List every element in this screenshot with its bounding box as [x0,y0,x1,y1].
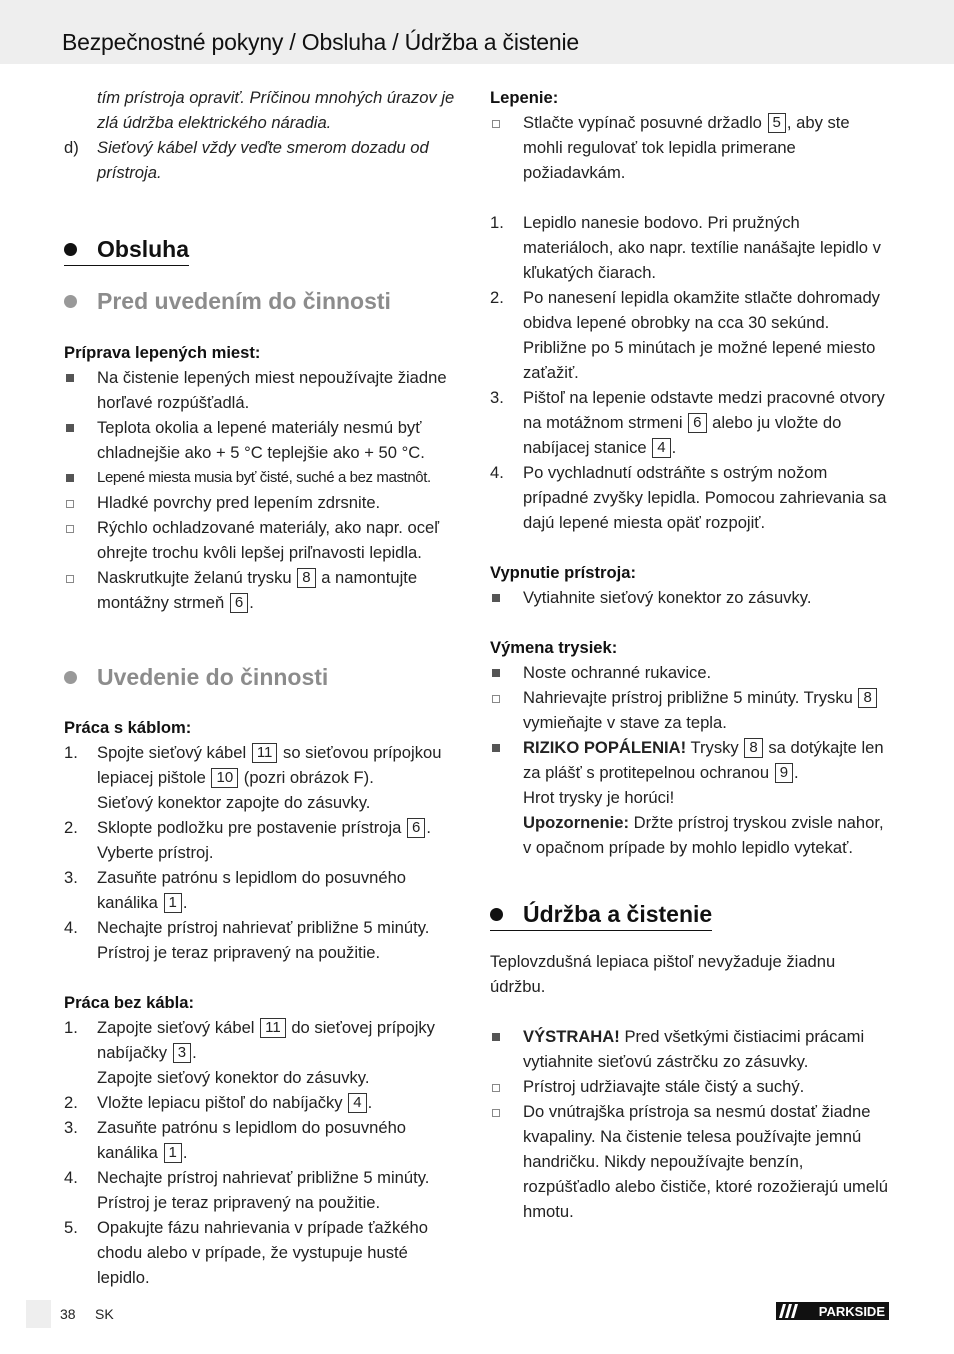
list-item: 2. Sklopte podložku pre postavenie prístroja 6 . Vyberte prístroj. [64,818,431,862]
section-heading-uvedenie: Uvedenie do činnosti [64,663,464,691]
warning-label: RIZIKO POPÁLENIA! [523,738,687,757]
part-ref: 8 [297,568,315,588]
part-ref: 4 [652,438,670,458]
part-ref: 11 [252,743,278,763]
list-item: Na čistenie lepených miest nepoužívajte žiadne horľavé rozpúšťadlá. [64,365,464,415]
part-ref: 8 [858,688,876,708]
warning-label: VÝSTRAHA! [523,1027,620,1046]
list-item: 4. Nechajte prístroj nahrievať približne 5 minúty. Prístroj je teraz pripravený na použitie. [64,1168,430,1212]
bullet-dot-icon [64,671,77,684]
part-ref: 9 [775,763,793,783]
subheading-lepenie: Lepenie: [490,88,559,107]
list-item: 3. Zasuňte patrónu s lepidlom do posuvného kanálika 1 . [64,868,407,912]
left-column [64,85,464,1290]
part-ref: 6 [407,818,425,838]
subheading-praca-bez-kabla: Práca bez kábla: [64,993,195,1012]
list-item: Stlačte vypínač posuvné držadlo 5 , aby ste mohli regulovať tok lepidla primerane požiadavkám. [490,110,890,185]
list-item: 1. Spojte sieťový kábel 11 so sieťovou prípojkou lepiacej pištole 10 (pozri obrázok F). Sieťový konektor zapojte do zásuvky. [64,743,442,812]
page-number: 38 [60,1306,76,1322]
section-heading-obsluha: Obsluha [64,235,189,266]
intro-continuation: tím prístroja opraviť. Príčinou mnohých úrazov je zlá údržba elektrického náradia. [97,88,455,132]
square-bullet-icon [64,365,97,415]
part-ref: 5 [768,113,786,133]
list-item: 2. Po nanesení lepidla okamžite stlačte dohromady obidva lepené obrobky na cca 30 sekúnd. Približne po 5 minútach je možné lepené miesto zaťažiť. [490,288,880,382]
parkside-logo: PARKSIDE [776,1302,889,1320]
part-ref: 4 [348,1093,366,1113]
list-item: Rýchlo ochladzované materiály, ako napr. oceľ ohrejte trochu kvôli lepšej priľnavosti lepidla. [64,515,464,565]
subheading-praca-s-kablom: Práca s káblom: [64,718,192,737]
section-heading-udrzba: Údržba a čistenie [490,900,712,931]
square-bullet-icon [64,415,97,465]
list-item: Do vnútrajška prístroja sa nesmú dostať žiadne kvapaliny. Na čistenie telesa používajte jemnú handričku. Nikdy nepoužívajte benzín, rozpúšťadlo alebo čističe, ktoré rozožierajú umelú hmotu. [490,1099,890,1224]
outline-square-bullet-icon [64,515,97,565]
square-bullet-icon [64,465,97,490]
square-bullet-icon [490,735,523,860]
list-item: Hladké povrchy pred lepením zdrsnite. [64,490,464,515]
list-item: Nahrievajte prístroj približne 5 minúty. Trysku 8 vymieňajte v stave za tepla. [490,685,890,735]
bullet-dot-icon [490,908,503,921]
square-bullet-icon [490,1024,523,1074]
part-ref: 10 [211,768,238,788]
list-item: 2. Vložte lepiacu pištoľ do nabíjačky 4 . [64,1093,373,1112]
part-ref: 8 [744,738,762,758]
part-ref: 6 [688,413,706,433]
list-item: 5. Opakujte fázu nahrievania v prípade ťažkého chodu alebo v prípade, že vystupuje husté lepidlo. [64,1218,428,1287]
list-item: Teplota okolia a lepené materiály nesmú byť chladnejšie ako + 5 °C teplejšie ako + 50 °C. [64,415,464,465]
list-item: 4. Po vychladnutí odstráňte s ostrým nožom prípadné zvyšky lepidla. Pomocou zahrievania sa dajú lepené miesta opäť rozpojiť. [490,463,887,532]
outline-square-bullet-icon [64,565,97,615]
list-item: Naskrutkujte želanú trysku 8 a namontujte montážny strmeň 6 . [64,565,464,615]
bullet-dot-icon [64,295,77,308]
part-ref: 1 [164,893,182,913]
list-item: 3. Pištoľ na lepenie odstavte medzi pracovné otvory na motážnom strmeni 6 alebo ju vložte do nabíjacej stanice 4 . [490,388,885,457]
outline-square-bullet-icon [490,1074,523,1099]
list-item: 3. Zasuňte patrónu s lepidlom do posuvného kanálika 1 . [64,1118,407,1162]
part-ref: 11 [260,1018,286,1038]
list-item: Lepené miesta musia byť čisté, suché a bez mastnôt. [64,465,464,490]
right-column [490,85,890,1224]
list-item: 4. Nechajte prístroj nahrievať približne 5 minúty. Prístroj je teraz pripravený na použitie. [64,918,430,962]
part-ref: 6 [230,593,248,613]
list-item: 1. Zapojte sieťový kábel 11 do sieťovej prípojky nabíjačky 3 . Zapojte sieťový konektor do zásuvky. [64,1018,435,1087]
list-item: RIZIKO POPÁLENIA! Trysky 8 sa dotýkajte len za plášť s protitepelnou ochranou 9 . Hrot trysky je horúci! Upozornenie: Držte prístroj tryskou zvisle nahor, v opačnom prípade by mohlo lepidlo vytekať. [490,735,890,860]
outline-square-bullet-icon [64,490,97,515]
subheading-vymena-trysiek: Výmena trysiek: [490,638,618,657]
section-heading-pred-uvedenim: Pred uvedením do činnosti [64,287,464,315]
outline-square-bullet-icon [490,685,523,735]
list-item: Noste ochranné rukavice. [490,660,890,685]
note-label: Upozornenie: [523,813,630,832]
language-code: SK [95,1306,114,1322]
safety-item-d: d) Sieťový kábel vždy veďte smerom dozadu od prístroja. [64,138,429,182]
footer-tab [26,1300,51,1328]
subheading-vypnutie: Vypnutie prístroja: [490,563,636,582]
outline-square-bullet-icon [490,110,523,185]
bullet-dot-icon [64,243,77,256]
square-bullet-icon [490,660,523,685]
maintenance-intro: Teplovzdušná lepiaca pištoľ nevyžaduje žiadnu údržbu. [490,952,836,996]
list-item: Prístroj udržiavajte stále čistý a suchý. [490,1074,890,1099]
list-item: Vytiahnite sieťový konektor zo zásuvky. [490,585,890,610]
subheading-priprava: Príprava lepených miest: [64,343,261,362]
logo-stripes-icon [779,1304,799,1318]
list-item: 1. Lepidlo nanesie bodovo. Pri pružných materiáloch, ako napr. textílie nanášajte lepidlo v kľukatých čiarach. [490,213,881,282]
outline-square-bullet-icon [490,1099,523,1224]
part-ref: 1 [164,1143,182,1163]
page-header [0,0,954,64]
square-bullet-icon [490,585,523,610]
part-ref: 3 [173,1043,191,1063]
page-title: Bezpečnostné pokyny / Obsluha / Údržba a čistenie [62,29,579,55]
list-item: VÝSTRAHA! Pred všetkými čistiacimi prácami vytiahnite sieťovú zástrčku zo zásuvky. [490,1024,890,1074]
